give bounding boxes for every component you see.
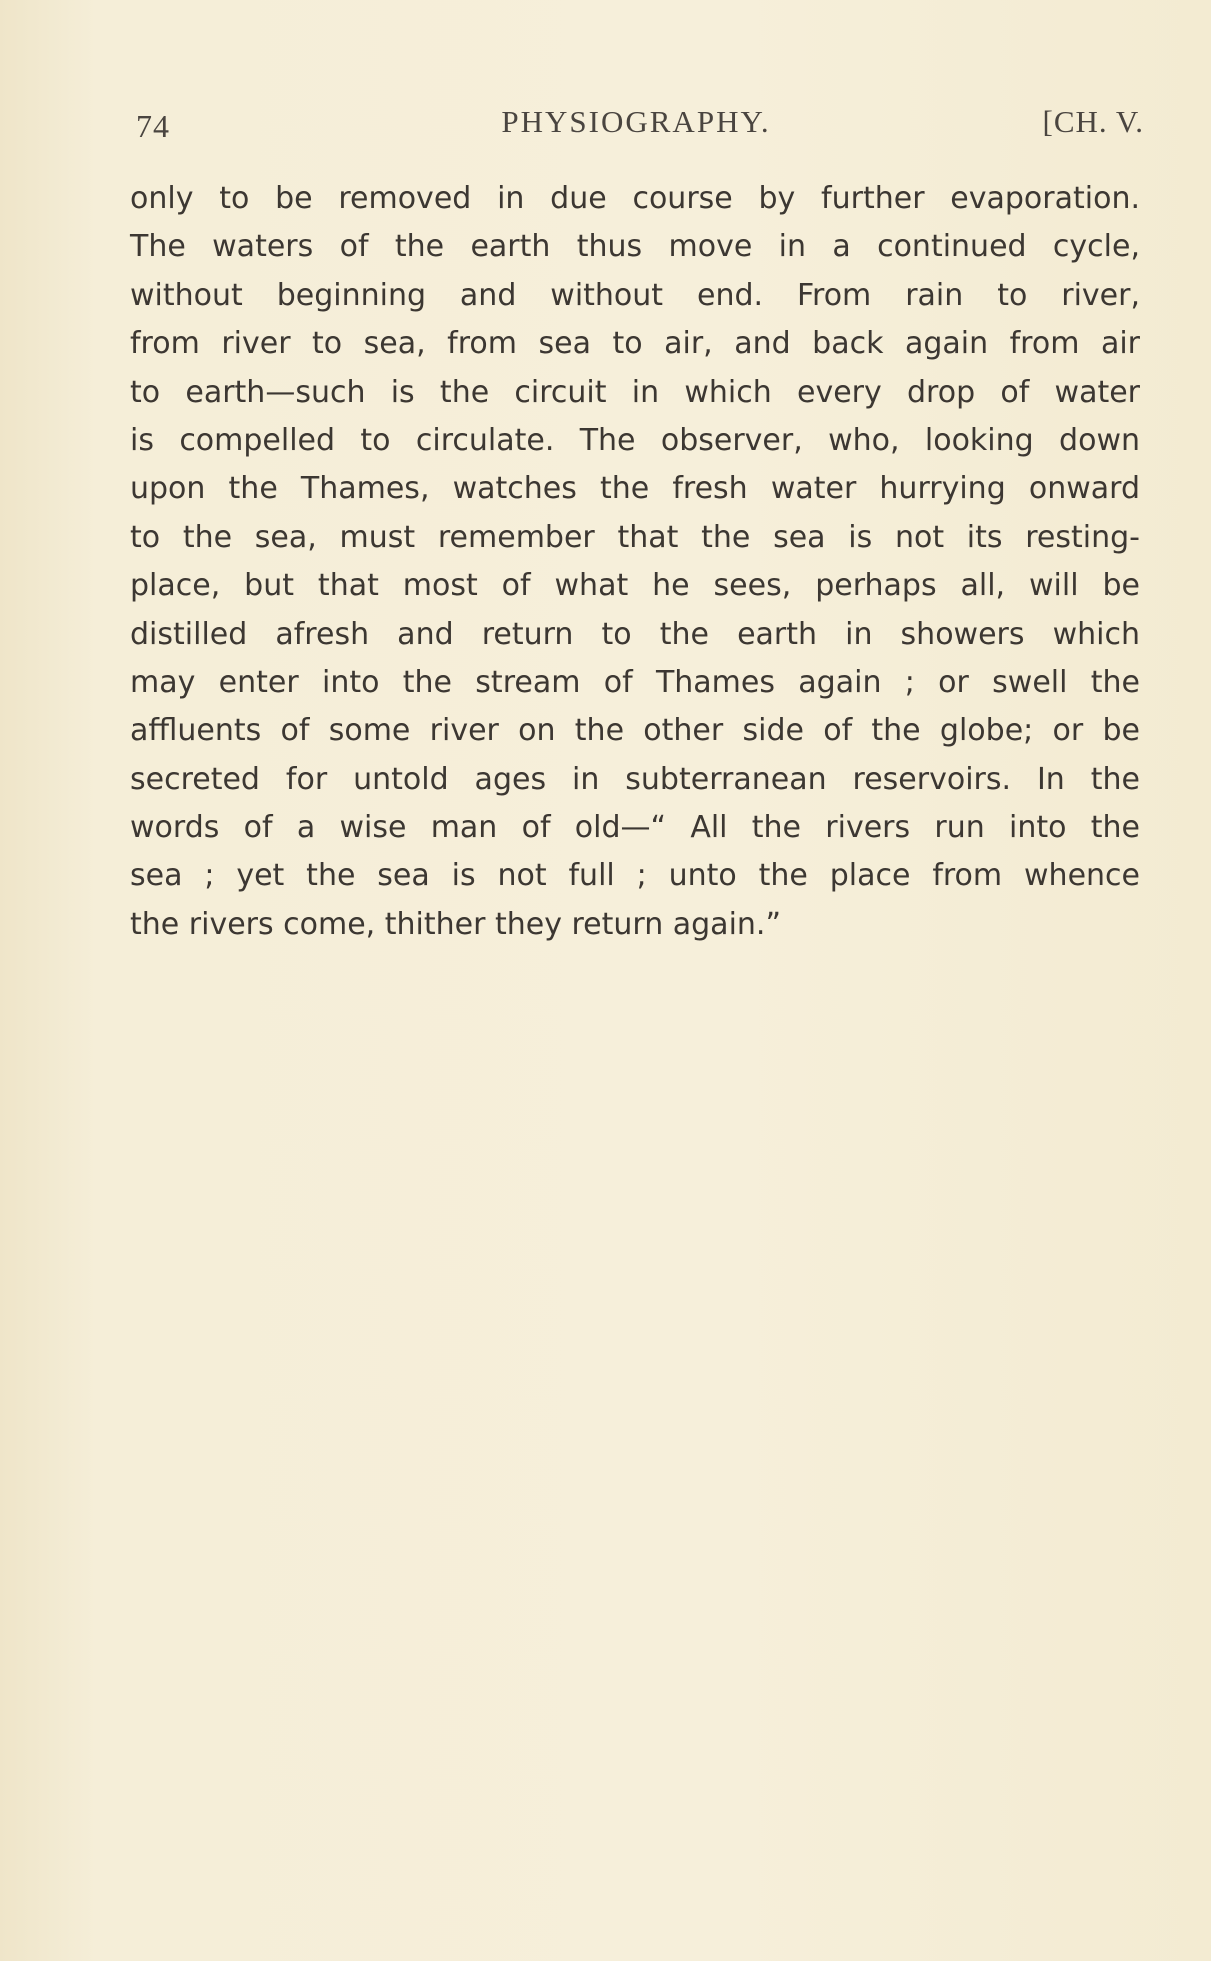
page-number: 74: [136, 108, 170, 144]
text-line: distilled afresh and return to the earth in showers which: [130, 616, 1140, 652]
text-line: The waters of the earth thus move in a continued cycle,: [130, 229, 1140, 265]
text-line: from river to sea, from sea to air, and back again from air: [130, 326, 1140, 362]
text-line: words of a wise man of old—“ All the rivers run into the: [130, 810, 1140, 846]
running-title: PHYSIOGRAPHY.: [501, 104, 771, 139]
text-line: secreted for untold ages in subterranean reservoirs. In the: [130, 761, 1140, 797]
chapter-reference: [CH. V.: [1042, 104, 1144, 139]
text-line: sea ; yet the sea is not full ; unto the place from whence: [130, 858, 1140, 894]
text-line: to earth—such is the circuit in which every drop of water: [130, 374, 1140, 410]
text-line: only to be removed in due course by further evaporation.: [130, 181, 1140, 216]
text-line: affluents of some river on the other side of the globe; or be: [130, 713, 1140, 749]
text-line: the rivers come, thither they return again.”: [130, 906, 781, 942]
text-line: place, but that most of what he sees, perhaps all, will be: [130, 568, 1140, 604]
running-head: [132, 100, 1144, 144]
text-line: without beginning and without end. From rain to river,: [130, 277, 1140, 313]
text-line: to the sea, must remember that the sea is not its resting-: [130, 519, 1140, 555]
text-line: may enter into the stream of Thames again ; or swell the: [130, 664, 1140, 700]
body-paragraph: [130, 175, 1140, 949]
text-line: upon the Thames, watches the fresh water hurrying onward: [130, 471, 1140, 507]
text-line: is compelled to circulate. The observer, who, looking down: [130, 422, 1140, 458]
